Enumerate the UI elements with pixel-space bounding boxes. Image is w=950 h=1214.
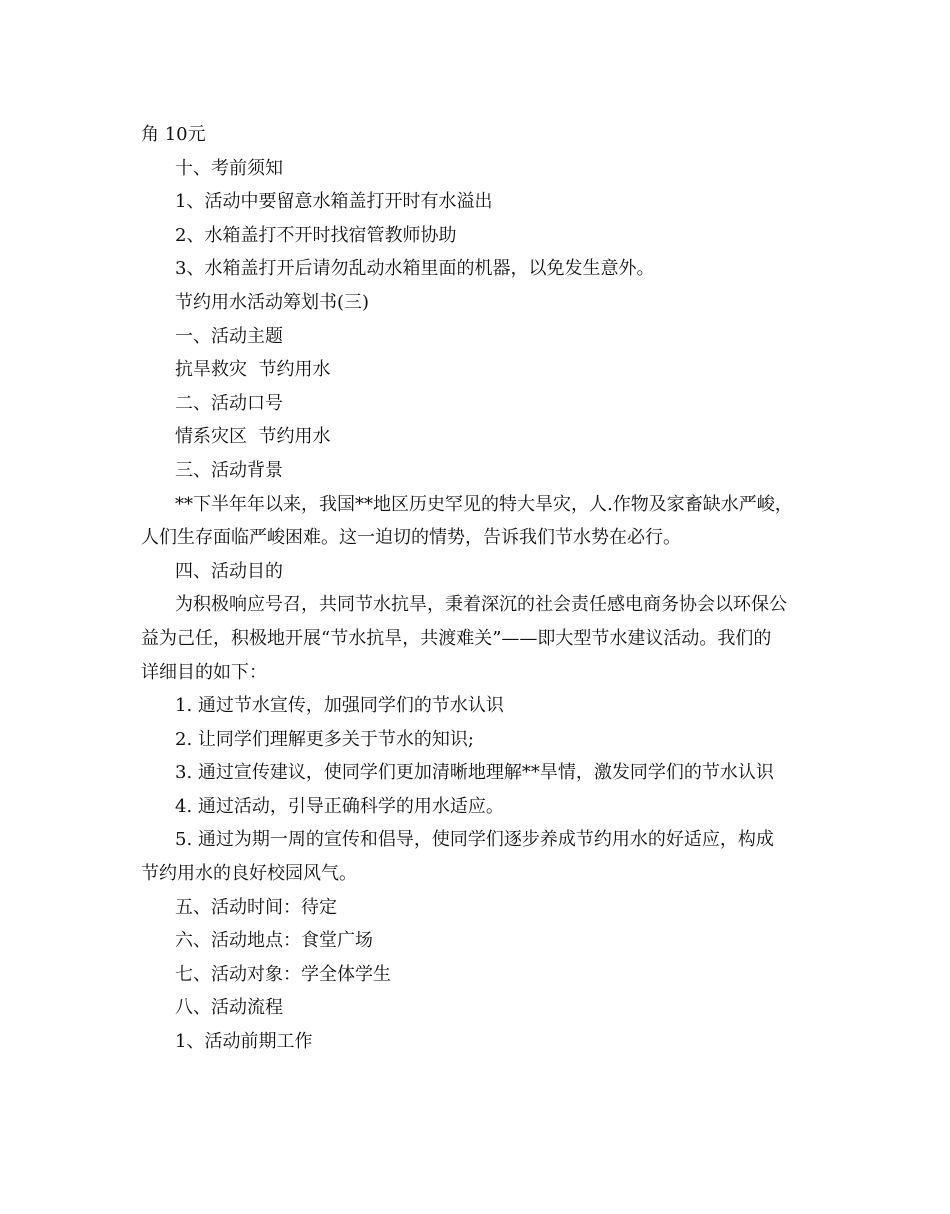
text-line: 二、活动口号 [175, 392, 283, 414]
text-line: 三、活动背景 [175, 459, 283, 481]
text-line: 四、活动目的 [175, 560, 283, 582]
text-line: 1. 通过节水宣传，加强同学们的节水认识 [175, 695, 504, 717]
text-line: 节约用水活动筹划书(三) [175, 291, 370, 313]
text-line: 节约用水的良好校园风气。 [141, 863, 357, 885]
document-body [141, 118, 821, 1059]
text-line: 角 10元 [141, 124, 206, 145]
text-line: 2. 让同学们理解更多关于节水的知识; [175, 728, 474, 750]
text-line: **下半年年以来，我国**地区历史罕见的特大旱灾，人.作物及家畜缺水严峻， [175, 493, 793, 515]
text-line: 六、活动地点：食堂广场 [175, 930, 373, 952]
text-line: 5. 通过为期一周的宣传和倡导，使同学们逐步养成节约用水的好适应，构成 [175, 829, 774, 851]
text-line: 1、活动前期工作 [175, 1031, 313, 1053]
text-line: 情系灾区 节约用水 [175, 426, 331, 448]
text-line: 3、水箱盖打开后请勿乱动水箱里面的机器，以免发生意外。 [175, 258, 655, 280]
text-line: 3. 通过宣传建议，使同学们更加清晰地理解**旱情，激发同学们的节水认识 [175, 762, 774, 784]
text-line: 五、活动时间：待定 [175, 896, 337, 918]
text-line: 2、水箱盖打不开时找宿管教师协助 [175, 224, 457, 246]
text-line: 为积极响应号召，共同节水抗旱，秉着深沉的社会责任感电商务协会以环保公 [175, 594, 787, 616]
text-line: 益为己任，积极地开展“节水抗旱，共渡难关”——即大型节水建议活动。我们的 [141, 627, 772, 649]
text-line: 抗旱救灾 节约用水 [175, 359, 331, 381]
text-line: 1、活动中要留意水箱盖打开时有水溢出 [175, 191, 493, 213]
text-line: 人们生存面临严峻困难。这一迫切的情势，告诉我们节水势在必行。 [141, 527, 681, 549]
text-line: 4. 通过活动，引导正确科学的用水适应。 [175, 795, 504, 817]
text-line: 一、活动主题 [175, 325, 283, 347]
text-line: 七、活动对象：学全体学生 [175, 963, 391, 985]
text-line: 详细目的如下： [141, 661, 267, 683]
text-line: 八、活动流程 [175, 997, 283, 1019]
text-line: 十、考前须知 [175, 157, 283, 179]
